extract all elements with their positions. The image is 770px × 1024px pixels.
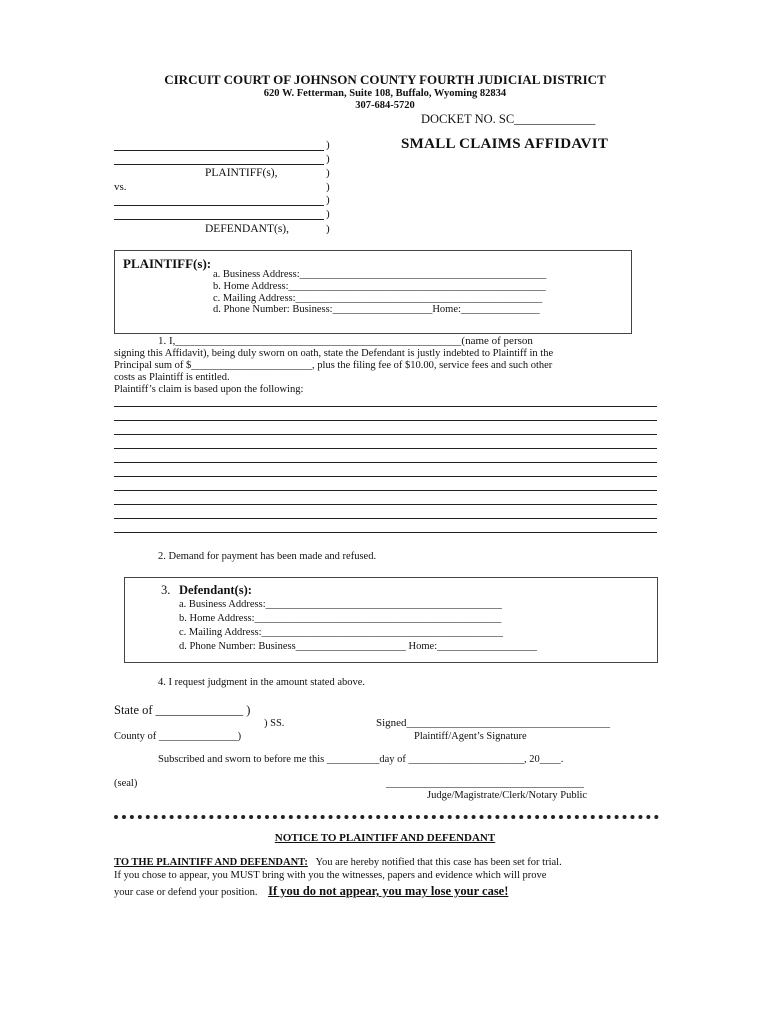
section-divider — [114, 815, 659, 819]
plaintiff-business-address-field[interactable]: a. Business Address:_______________________________________________ — [213, 269, 547, 280]
caption-paren: ) — [326, 223, 330, 235]
caption-paren: ) — [326, 167, 330, 179]
notary-caption: Judge/Magistrate/Clerk/Notary Public — [427, 790, 588, 801]
state-field[interactable]: State of ______________ ) — [114, 703, 251, 717]
court-phone: 307-684-5720 — [355, 100, 415, 111]
affiant-signature-field[interactable]: Signed_____________________________________ — [376, 717, 611, 729]
plaintiff-home-address-field[interactable]: b. Home Address:_________________________________________________ — [213, 281, 546, 292]
claim-line[interactable] — [114, 518, 657, 519]
claim-line[interactable] — [114, 504, 657, 505]
docket-number-field[interactable]: DOCKET NO. SC_____________ — [421, 112, 596, 126]
court-address: 620 W. Fetterman, Suite 108, Buffalo, Wyoming 82834 — [263, 88, 507, 99]
defendant-business-address-field[interactable]: a. Business Address:_____________________________________________ — [179, 599, 502, 610]
defendant-name-line-2[interactable] — [114, 219, 324, 220]
plaintiff-name-line-1[interactable] — [114, 150, 324, 151]
claim-line[interactable] — [114, 434, 657, 435]
notice-title: NOTICE TO PLAINTIFF AND DEFENDANT — [274, 832, 496, 844]
principal-sum-field[interactable]: Principal sum of $_______________________, plus the filing fee of $10.00, service fees and such other — [114, 360, 553, 371]
claim-line[interactable] — [114, 490, 657, 491]
claim-line[interactable] — [114, 462, 657, 463]
claim-line[interactable] — [114, 532, 657, 533]
affidavit-text-line: costs as Plaintiff is entitled. — [114, 372, 230, 383]
court-name: CIRCUIT COURT OF JOHNSON COUNTY FOURTH JUDICIAL DISTRICT — [164, 72, 606, 87]
caption-paren: ) — [326, 208, 330, 220]
versus-label: vs. — [114, 181, 127, 193]
county-field[interactable]: County of _______________) — [114, 731, 242, 742]
affiant-name-field[interactable]: 1. I,____________________________________________________(name of person — [158, 335, 533, 347]
defendant-phone-field[interactable]: d. Phone Number: Business_____________________ Home:___________________ — [179, 641, 537, 652]
defendant-box-heading: Defendant(s): — [179, 583, 252, 597]
notary-signature-field[interactable]: ____________________________________ — [386, 777, 584, 789]
notice-warning: If you do not appear, you may lose your case! — [268, 884, 509, 898]
plaintiff-info-box — [114, 250, 632, 334]
caption-paren: ) — [326, 153, 330, 165]
affidavit-text-line: signing this Affidavit), being duly sworn on oath, state the Defendant is justly indebted to Plaintiff in the — [114, 348, 554, 359]
defendant-mailing-address-field[interactable]: c. Mailing Address:______________________________________________ — [179, 627, 504, 638]
plaintiff-mailing-address-field[interactable]: c. Mailing Address:_______________________________________________ — [213, 293, 543, 304]
notice-line-3 — [114, 884, 508, 899]
plaintiff-box-heading: PLAINTIFF(s): — [123, 256, 212, 271]
notice-text: You are hereby notified that this case has been set for trial. — [315, 857, 562, 868]
judgment-request: 4. I request judgment in the amount stated above. — [158, 677, 366, 688]
signature-caption: Plaintiff/Agent’s Signature — [414, 731, 527, 742]
plaintiff-caption-label: PLAINTIFF(s), — [205, 167, 278, 179]
caption-paren: ) — [326, 181, 330, 193]
claim-line[interactable] — [114, 406, 657, 407]
demand-statement: 2. Demand for payment has been made and refused. — [158, 551, 377, 562]
caption-paren: ) — [326, 194, 330, 206]
defendant-name-line-1[interactable] — [114, 205, 324, 206]
defendant-caption-label: DEFENDANT(s), — [205, 223, 290, 235]
plaintiff-phone-field[interactable]: d. Phone Number: Business:___________________Home:_______________ — [213, 304, 540, 315]
notice-line-2: If you chose to appear, you MUST bring with you the witnesses, papers and evidence which will prove — [114, 870, 547, 881]
form-title: SMALL CLAIMS AFFIDAVIT — [401, 136, 609, 152]
defendant-box-number: 3. — [161, 583, 171, 597]
subscribed-date-field[interactable]: Subscribed and sworn to before me this __________day of ______________________, 20____. — [158, 754, 564, 765]
defendant-home-address-field[interactable]: b. Home Address:_______________________________________________ — [179, 613, 502, 624]
notice-text: your case or defend your position. — [114, 887, 258, 898]
claim-line[interactable] — [114, 420, 657, 421]
plaintiff-name-line-2[interactable] — [114, 164, 324, 165]
claim-line[interactable] — [114, 448, 657, 449]
claim-basis-label: Plaintiff’s claim is based upon the following: — [114, 384, 304, 395]
defendant-info-box — [124, 577, 658, 663]
seal-label: (seal) — [114, 778, 138, 789]
claim-line[interactable] — [114, 476, 657, 477]
notice-line-1 — [114, 857, 562, 868]
notice-lead: TO THE PLAINTIFF AND DEFENDANT: — [114, 857, 308, 868]
caption-paren: ) — [326, 139, 330, 151]
ss-label: ) SS. — [264, 718, 285, 729]
